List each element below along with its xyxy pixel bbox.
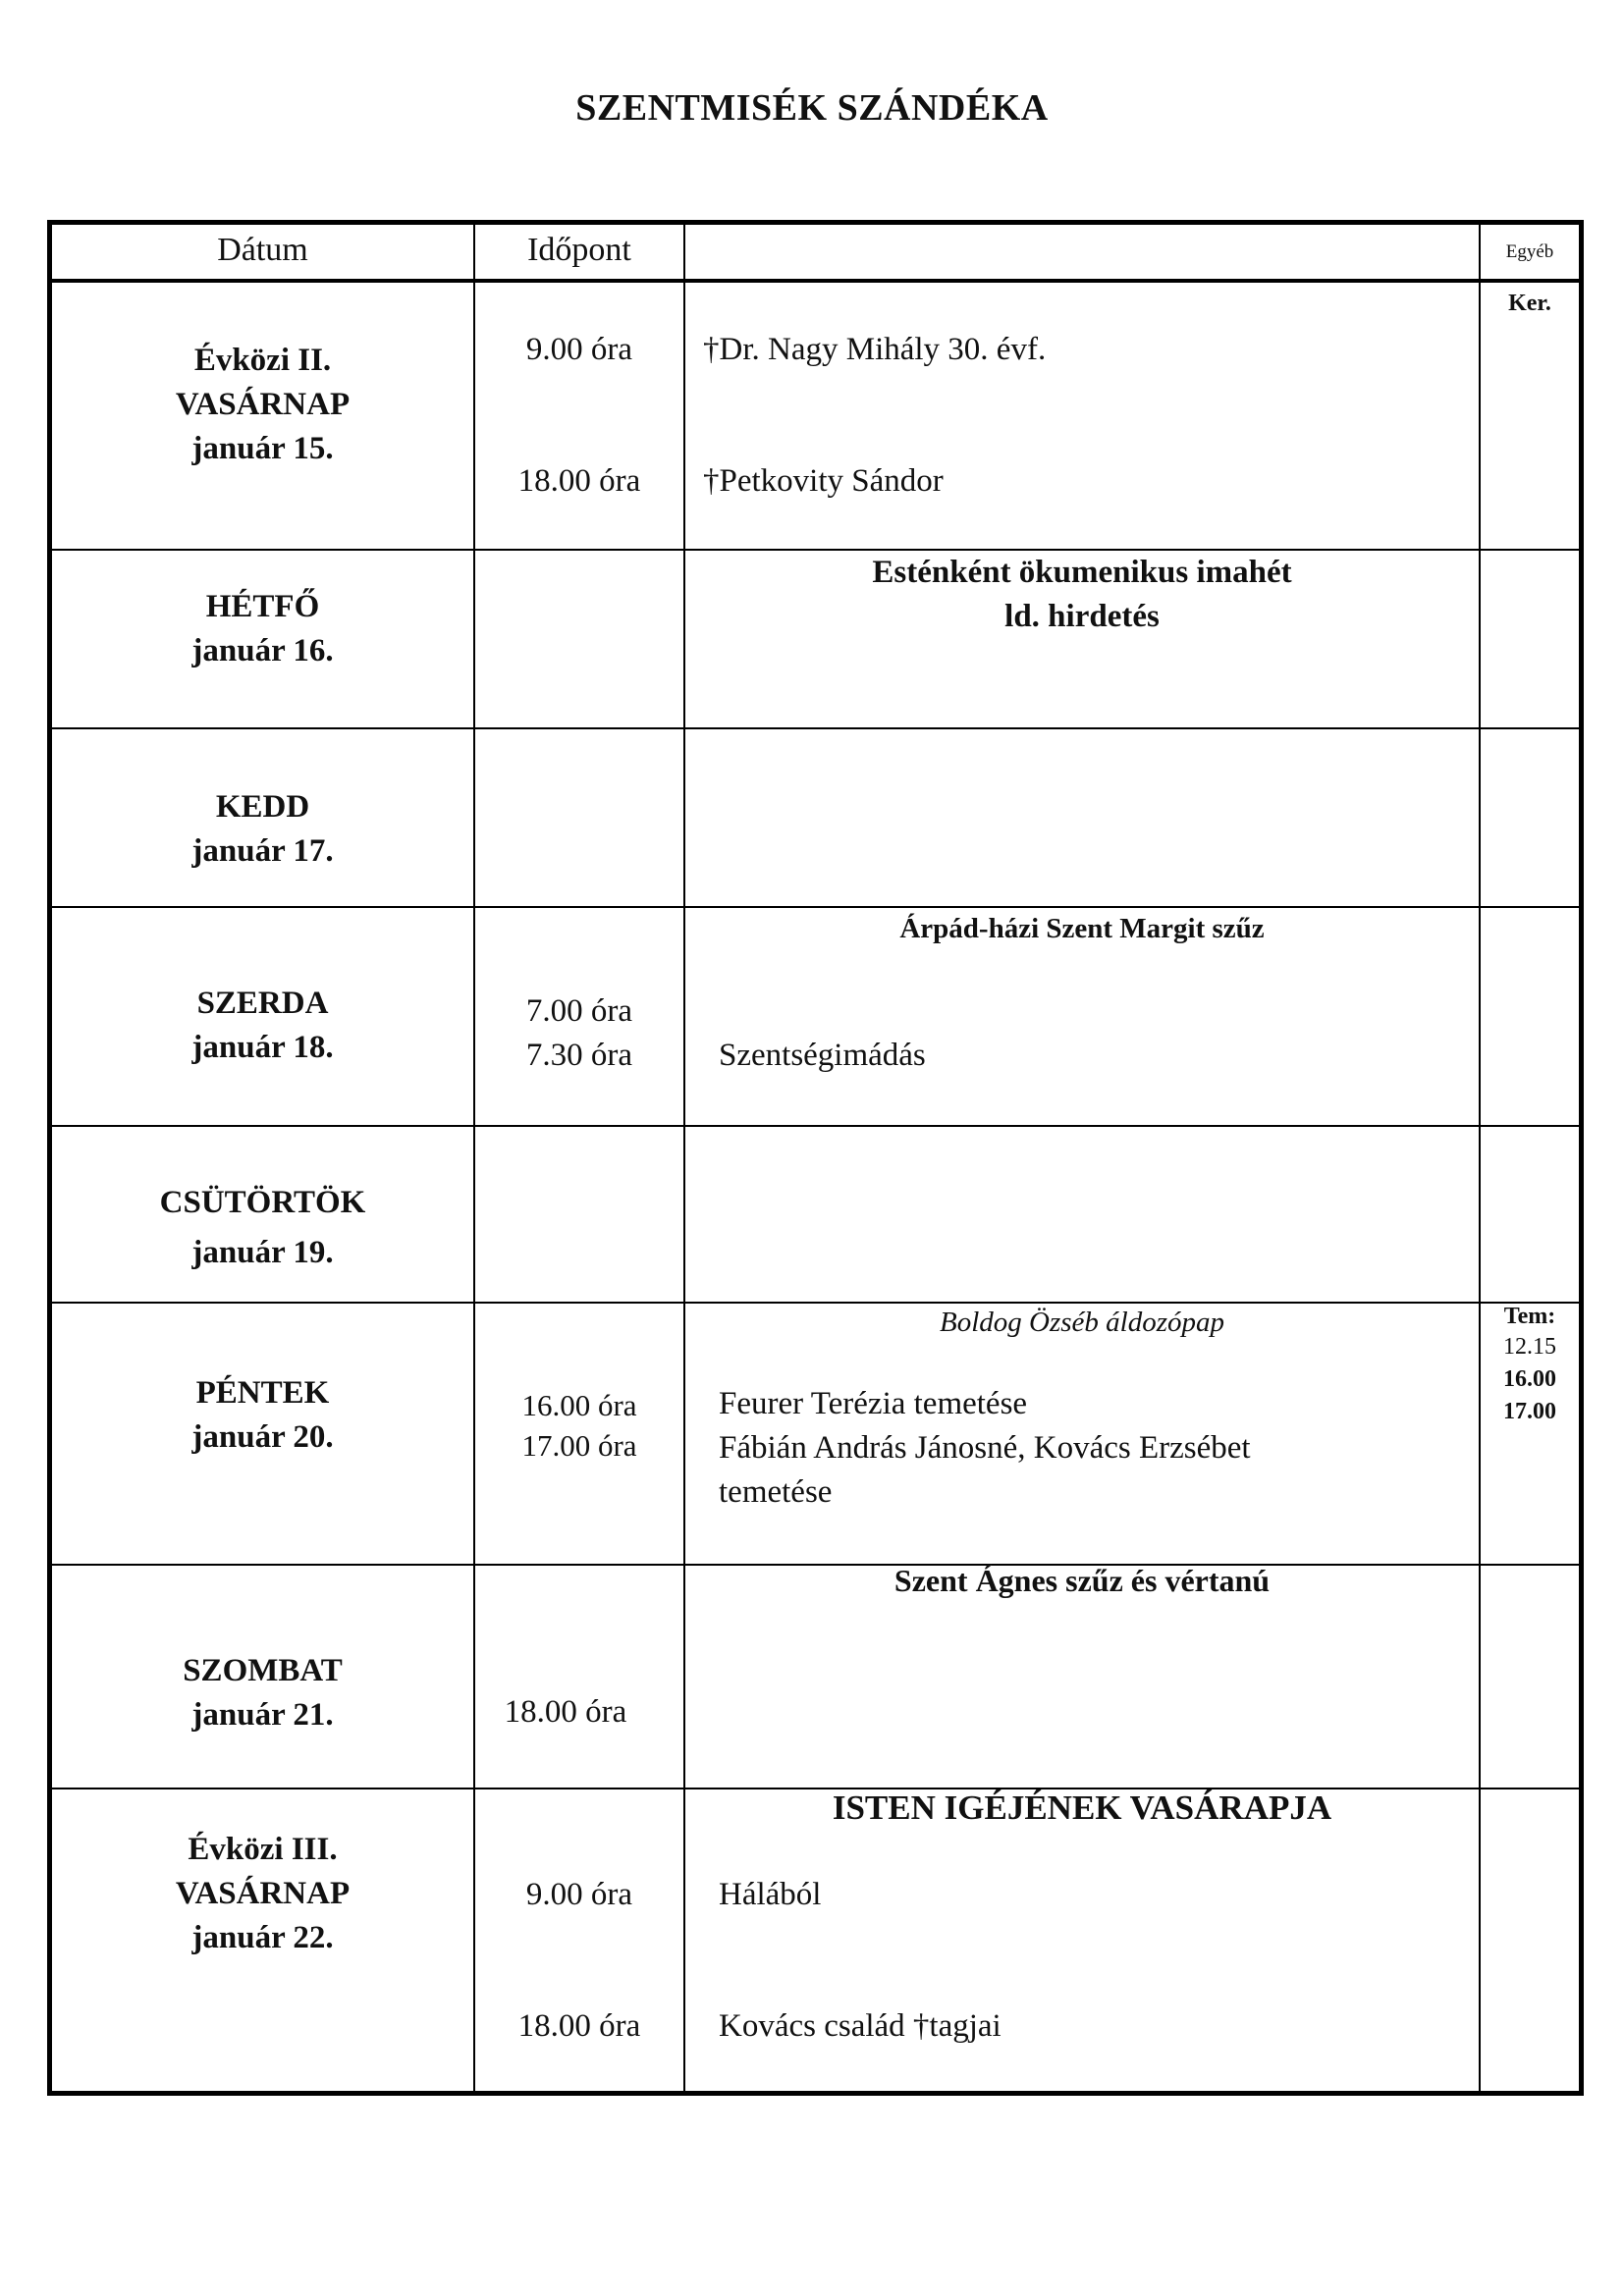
day-label — [52, 585, 473, 673]
day-date-line: január 18. — [191, 1030, 334, 1065]
other-note: Tem: — [1503, 1304, 1556, 1329]
row-divider — [47, 727, 1584, 729]
day-name-line: CSÜTÖRTÖK — [159, 1185, 366, 1220]
header-date: Dátum — [217, 232, 308, 268]
day-date-line: január 16. — [191, 633, 334, 668]
day-date-line: január 19. — [191, 1235, 334, 1270]
mass-intention: †Petkovity Sándor — [703, 463, 944, 499]
mass-time: 7.00 óra — [525, 993, 633, 1029]
mass-intention: Kovács család †tagjai — [719, 2008, 1001, 2044]
mass-time: 18.00 óra — [517, 463, 641, 499]
row-divider — [47, 549, 1584, 551]
column-divider-intention — [1479, 220, 1481, 2093]
mass-time: 9.00 óra — [525, 332, 633, 367]
mass-time: 18.00 óra — [504, 1694, 627, 1730]
row-divider — [47, 1302, 1584, 1304]
table-border-top — [47, 220, 1584, 225]
mass-time: 17.00 óra — [521, 1428, 637, 1463]
mass-intention: temetése — [719, 1474, 833, 1510]
table-border-bottom — [47, 2091, 1584, 2096]
day-date-line: január 20. — [191, 1419, 334, 1455]
header-time: Időpont — [527, 232, 631, 268]
feast-title: ISTEN IGÉJÉNEK VASÁRAPJA — [832, 1789, 1332, 1827]
day-name-line: KEDD — [215, 789, 310, 825]
day-name-line: PÉNTEK — [195, 1375, 330, 1411]
day-label — [52, 1178, 473, 1278]
row-divider — [47, 906, 1584, 908]
day-name-line: HÉTFŐ — [205, 589, 320, 624]
header-other: Egyéb — [1505, 241, 1554, 262]
mass-time: 16.00 óra — [521, 1388, 637, 1422]
day-date-line: január 17. — [191, 833, 334, 869]
mass-intention: Hálából — [719, 1877, 822, 1912]
day-label — [52, 1649, 473, 1737]
mass-intention: †Dr. Nagy Mihály 30. évf. — [703, 332, 1047, 367]
day-date-line: január 15. — [191, 431, 334, 466]
mass-intention: Szentségimádás — [719, 1038, 926, 1073]
mass-time: 7.30 óra — [525, 1038, 633, 1073]
feast-title: Boldog Özséb áldozópap — [940, 1307, 1224, 1338]
mass-time: 9.00 óra — [525, 1877, 633, 1912]
day-date-line: január 21. — [191, 1697, 334, 1733]
mass-intention: Fábián András Jánosné, Kovács Erzsébet — [719, 1430, 1251, 1466]
feast-subtitle: ld. hirdetés — [1004, 599, 1160, 634]
other-note: 16.00 — [1503, 1366, 1556, 1392]
row-divider — [47, 1125, 1584, 1127]
day-name-line: Évközi II. — [193, 343, 332, 378]
feast-title: Árpád-házi Szent Margit szűz — [899, 913, 1265, 944]
other-note: Ker. — [1508, 291, 1551, 316]
day-name-line: SZOMBAT — [183, 1653, 343, 1688]
mass-intention: Feurer Terézia temetése — [719, 1386, 1028, 1421]
table-border-right — [1579, 220, 1584, 2096]
day-label — [52, 982, 473, 1070]
day-name-line: Évközi III. — [188, 1832, 338, 1867]
day-name-line: VASÁRNAP — [175, 1876, 351, 1911]
day-label — [52, 785, 473, 874]
mass-time: 18.00 óra — [517, 2008, 641, 2044]
table-border-left — [47, 220, 52, 2096]
other-note: 12.15 — [1503, 1334, 1556, 1360]
header-divider — [47, 279, 1584, 283]
feast-title: Szent Ágnes szűz és vértanú — [893, 1563, 1271, 1598]
day-name-line: SZERDA — [196, 986, 329, 1021]
day-label — [52, 339, 473, 471]
other-note: 17.00 — [1503, 1399, 1556, 1424]
day-name-line: VASÁRNAP — [175, 387, 351, 422]
feast-title: Esténként ökumenikus imahét — [872, 555, 1292, 590]
day-date-line: január 22. — [191, 1920, 334, 1955]
day-label — [52, 1828, 473, 1960]
column-divider-date — [473, 220, 475, 2093]
page-title: SZENTMISÉK SZÁNDÉKA — [575, 87, 1049, 129]
day-label — [52, 1371, 473, 1460]
